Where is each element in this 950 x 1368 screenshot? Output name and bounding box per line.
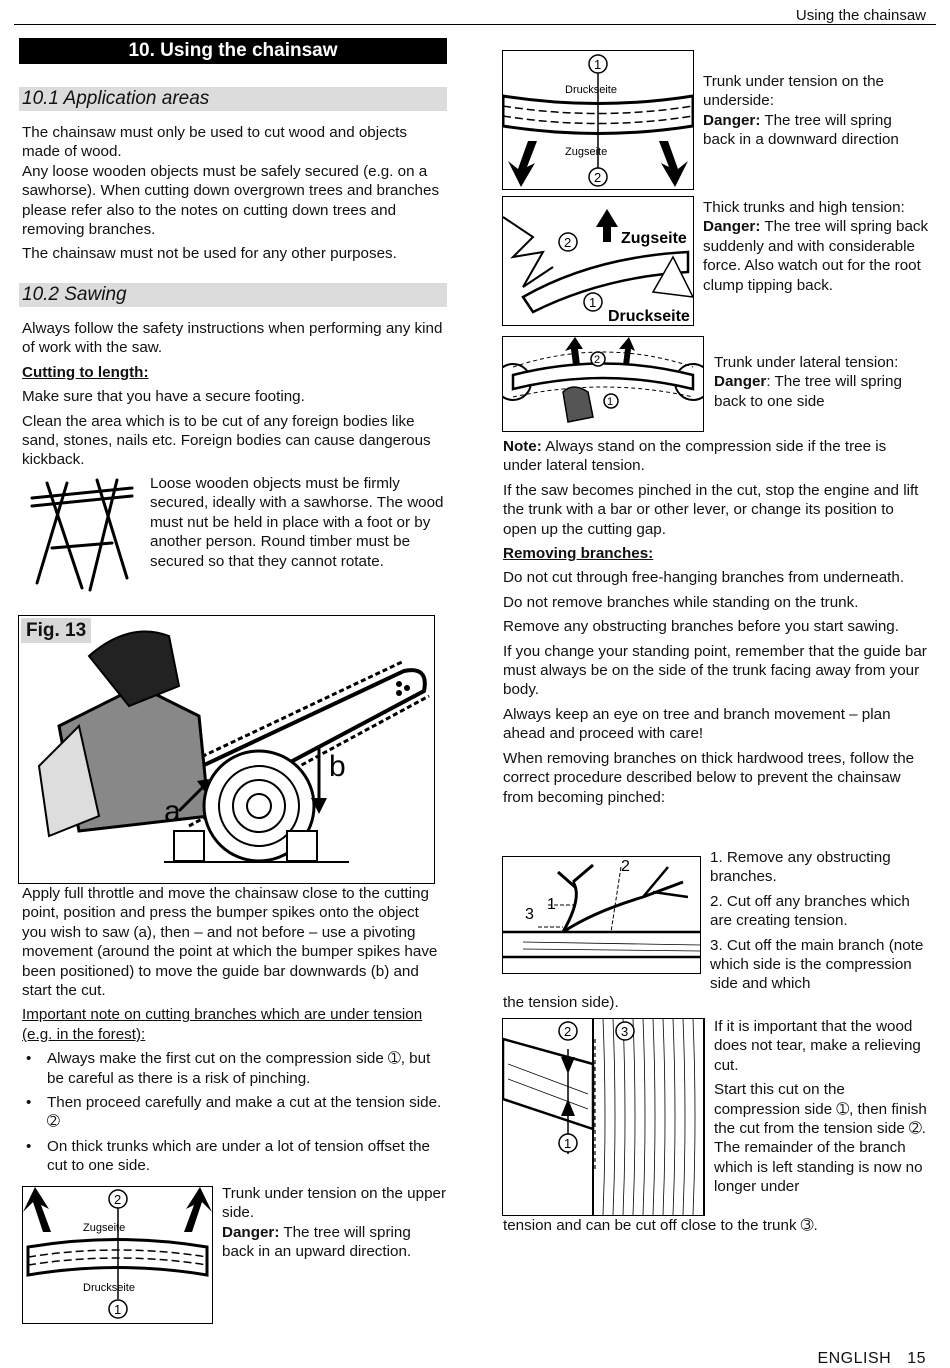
figure-label: Fig. 13 <box>21 618 91 643</box>
note-text: Always stand on the compression side if the tree is under lateral tension. <box>503 438 887 475</box>
subsection-title-application-areas: 10.1 Application areas <box>19 87 447 111</box>
diagram-branch-steps <box>502 856 701 974</box>
marker-2: 2 <box>114 1192 122 1207</box>
removing-branches-body <box>503 437 928 812</box>
note-label: Note: <box>503 438 542 455</box>
danger-label: Danger: <box>703 111 761 129</box>
list-item: • Always make the first cut on the compression side ➀, but be careful as there is a risk of pinching. <box>22 1049 447 1088</box>
application-areas-body <box>22 123 447 269</box>
diagram-relieving-cut <box>502 1018 705 1216</box>
section-title: 10. Using the chainsaw <box>19 38 447 64</box>
danger-paragraph <box>703 217 933 295</box>
tension-bullet-list <box>22 1049 447 1175</box>
label-druckseite: Druckseite <box>83 1282 135 1294</box>
paragraph: Thick trunks and high tension: <box>703 199 905 216</box>
paragraph: Trunk under tension on the underside: <box>703 73 884 110</box>
paragraph: If you change your standing point, remember that the guide bar must always be on the side of the trunk facing away from your body. <box>503 642 927 699</box>
marker-1: 1 <box>589 295 597 310</box>
page-footer <box>817 1349 926 1368</box>
note-paragraph <box>503 437 928 476</box>
paragraph: Do not remove branches while standing on the trunk. <box>503 593 859 611</box>
upper-tension-text <box>222 1184 447 1262</box>
paragraph: Remove any obstructing branches before you start sawing. <box>503 618 899 636</box>
paragraph: If it is important that the wood does not tear, make a relieving cut. <box>714 1018 921 1074</box>
removing-branches-heading: Removing branches: <box>503 545 654 563</box>
marker-1: 1 <box>594 57 602 72</box>
sawing-instructions <box>22 884 447 1181</box>
paragraph: Make sure that you have a secure footing. <box>22 388 305 406</box>
branch-steps-list <box>710 848 932 994</box>
paragraph: The chainsaw must only be used to cut wood and objects made of wood. <box>22 124 407 161</box>
danger-paragraph <box>222 1223 447 1262</box>
remainder-continued: tension and can be cut off close to the trunk ➂. <box>503 1217 818 1234</box>
label-druckseite: Druckseite <box>608 308 690 325</box>
paragraph: If the saw becomes pinched in the cut, stop the engine and lift the trunk with a bar or other lever, or change its position to open up the cutting gap. <box>503 481 919 538</box>
danger-paragraph <box>714 372 929 411</box>
danger-text: The tree will spring back suddenly and with considerable force. Also watch out for the root clump tipping back. <box>703 218 929 294</box>
label-zugseite: Zugseite <box>621 230 687 247</box>
important-note: Important note on cutting branches which are under tension (e.g. in the forest): <box>22 1006 423 1043</box>
cutting-heading: Cutting to length: <box>22 363 149 381</box>
sawing-body <box>22 319 447 475</box>
diagram-thick-trunk <box>502 196 694 326</box>
paragraph: Trunk under tension on the upper side. <box>222 1185 447 1222</box>
footer-language: ENGLISH <box>817 1350 892 1367</box>
sawhorse-text: Loose wooden objects must be firmly secured, ideally with a sawhorse. The wood must nut be held in place with a foot or by another person. Round timber must be secured so that they cannot rotate. <box>150 475 444 570</box>
paragraph: Clean the area which is to be cut of any foreign bodies like sand, stones, nails etc. Foreign bodies can cause dangerous kickback. <box>22 412 431 469</box>
list-item: • On thick trunks which are under a lot of tension offset the cut to one side. <box>22 1137 447 1176</box>
danger-text: The tree will spring back in an upward direction. <box>222 1223 412 1261</box>
marker-1: 1 <box>607 396 614 408</box>
step-3-continued: the tension side). <box>503 994 619 1011</box>
danger-paragraph <box>703 111 928 150</box>
step-2: 2. Cut off any branches which are creating tension. <box>710 892 910 930</box>
paragraph: Any loose wooden objects must be safely secured (e.g. on a sawhorse). When cutting down overgrown trees and branches please refer also to the notes on cutting down trees and removing branches. <box>22 162 440 239</box>
list-item: • Then proceed carefully and make a cut at the tension side. ➁ <box>22 1093 447 1132</box>
step-3: 3. Cut off the main branch (note which side is the compression side and which <box>710 936 924 993</box>
marker-2: 2 <box>564 1024 572 1039</box>
diagram-upper-tension <box>22 1186 213 1324</box>
label-zugseite: Zugseite <box>83 1222 126 1234</box>
marker-3: 3 <box>621 1024 629 1039</box>
throttle-paragraph: Apply full throttle and move the chainsaw close to the cutting point, position and press the bumper spikes onto the object you wish to saw (a), then – and not before – use a pivoting movement (around the point at which the bumper spikes have been positioned) to move the guide bar downwards (b) and start the cut. <box>22 885 438 1000</box>
paragraph: Always follow the safety instructions when performing any kind of work with the saw. <box>22 320 443 357</box>
paragraph: The remainder of the branch which is left standing is now no longer under <box>714 1139 923 1196</box>
diagram-underside-tension <box>502 50 694 190</box>
paragraph: Trunk under lateral tension: <box>714 354 899 371</box>
marker-2: 2 <box>564 235 572 250</box>
figure-marker-b: b <box>329 750 346 783</box>
danger-label: Danger: <box>703 218 761 236</box>
danger-label: Danger <box>714 373 767 391</box>
figure-13-chainsaw-cutting <box>18 615 435 884</box>
danger-text: The tree will spring back in a downward direction <box>703 111 899 149</box>
step-marker-3: 3 <box>525 906 534 923</box>
step-marker-1: 1 <box>547 896 556 913</box>
figure-marker-a: a <box>164 795 181 828</box>
paragraph: Start this cut on the compression side ➀, then finish the cut from the tension side ➁. <box>714 1081 927 1138</box>
paragraph: When removing branches on thick hardwood trees, follow the correct procedure described below to prevent the chainsaw from becoming pinched: <box>503 749 915 806</box>
thick-trunk-text <box>703 198 933 295</box>
label-druckseite: Druckseite <box>565 84 617 96</box>
step-1: 1. Remove any obstructing branches. <box>710 849 891 886</box>
marker-2: 2 <box>594 170 602 185</box>
danger-label: Danger: <box>222 1223 280 1241</box>
marker-1: 1 <box>114 1302 122 1317</box>
diagram-lateral-tension <box>502 336 704 432</box>
page-number: 15 <box>907 1350 926 1367</box>
paragraph: Always keep an eye on tree and branch movement – plan ahead and proceed with care! <box>503 705 891 743</box>
danger-text: : The tree will spring back to one side <box>714 373 902 410</box>
underside-tension-text <box>703 72 928 150</box>
marker-2: 2 <box>594 354 601 366</box>
sawhorse-illustration <box>22 478 142 596</box>
step-marker-2: 2 <box>621 858 630 875</box>
paragraph: Do not cut through free-hanging branches from underneath. <box>503 569 905 587</box>
paragraph: The chainsaw must not be used for any other purposes. <box>22 245 397 263</box>
running-header: Using the chainsaw <box>795 7 926 24</box>
subsection-title-sawing: 10.2 Sawing <box>19 283 447 307</box>
lateral-tension-text <box>714 353 929 411</box>
marker-1: 1 <box>564 1136 572 1151</box>
relieving-cut-text <box>714 1017 934 1197</box>
label-zugseite: Zugseite <box>565 146 608 158</box>
header-rule <box>14 24 936 25</box>
